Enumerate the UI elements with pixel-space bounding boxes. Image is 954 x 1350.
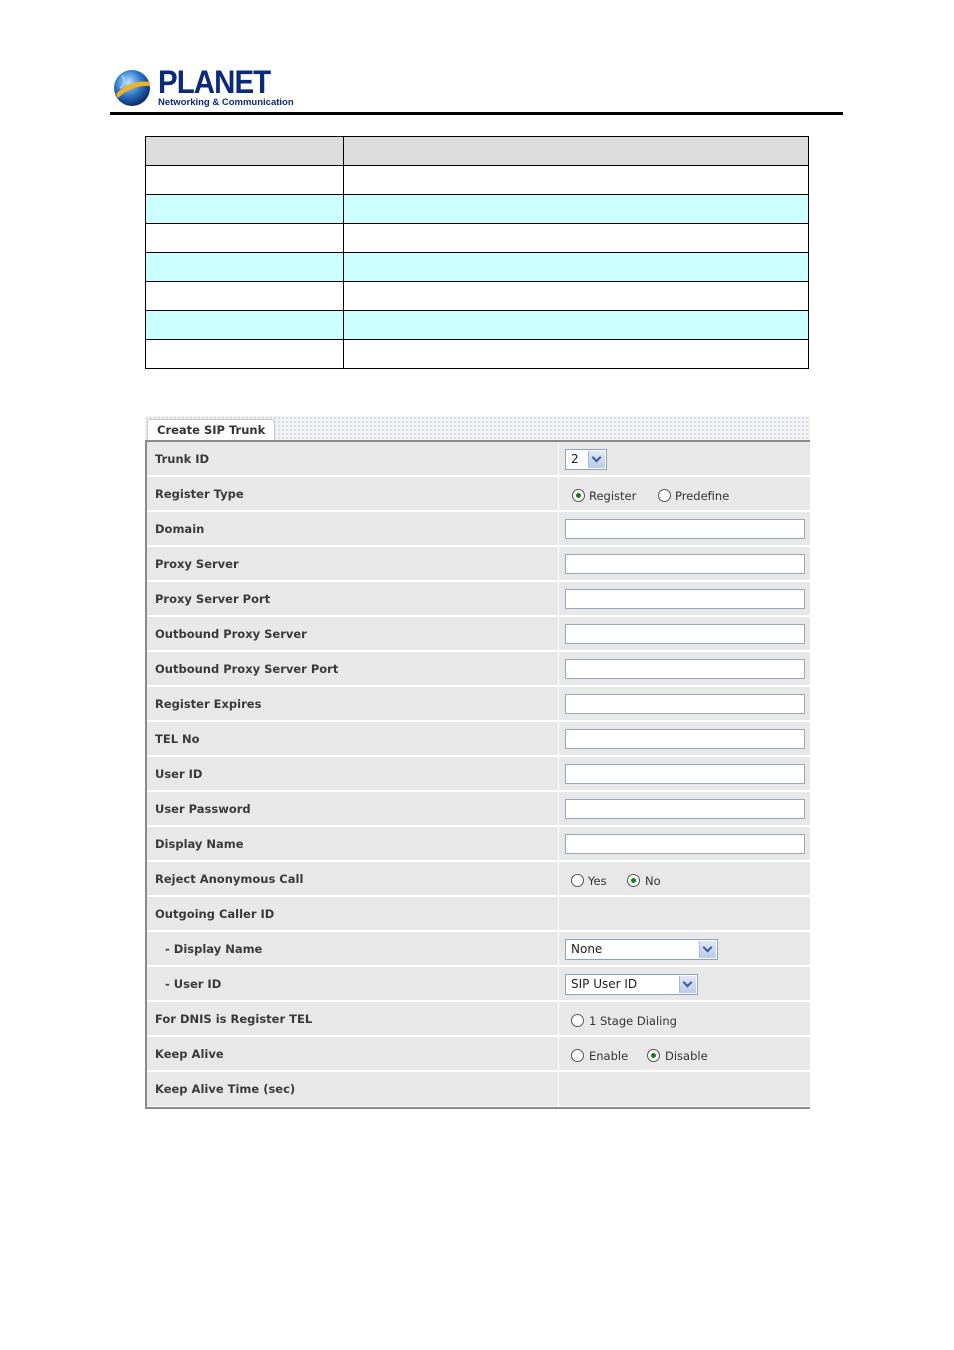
- tab-strip: [145, 416, 810, 441]
- keep-alive-time-label: Keep Alive Time (sec): [155, 1082, 296, 1096]
- chevron-down-icon[interactable]: [588, 451, 605, 468]
- stage-dialing-radio[interactable]: [571, 1014, 584, 1027]
- globe-icon: [112, 68, 152, 108]
- row-keep-alive-time: [147, 1072, 810, 1107]
- ocid-display-name-label: - Display Name: [165, 942, 263, 956]
- yes-radio[interactable]: [571, 874, 584, 887]
- table-cell: [344, 166, 809, 195]
- user-id-input[interactable]: [565, 764, 805, 784]
- chevron-down-icon[interactable]: [679, 976, 696, 993]
- row-display-name: [147, 827, 810, 861]
- predefine-radio-label[interactable]: Predefine: [675, 489, 730, 503]
- create-sip-trunk-panel: [145, 416, 810, 1110]
- row-domain: [147, 512, 810, 546]
- outbound-proxy-server-port-input[interactable]: [565, 659, 805, 679]
- outbound-proxy-server-label: Outbound Proxy Server: [155, 627, 307, 641]
- table-cell: [146, 282, 344, 311]
- proxy-server-label: Proxy Server: [155, 557, 239, 571]
- register-radio[interactable]: [572, 489, 585, 502]
- tel-no-label: TEL No: [155, 732, 200, 746]
- disable-radio[interactable]: [647, 1049, 660, 1062]
- row-user-password: [147, 792, 810, 826]
- row-proxy-server-port: [147, 582, 810, 616]
- row-tel-no: [147, 722, 810, 756]
- row-proxy-server: [147, 547, 810, 581]
- table-row: [146, 340, 809, 369]
- table-cell: [344, 195, 809, 224]
- table-cell: [146, 195, 344, 224]
- trunk-id-value: 2: [571, 452, 579, 466]
- no-radio[interactable]: [627, 874, 640, 887]
- table-row: [146, 282, 809, 311]
- table-cell: [344, 311, 809, 340]
- table-cell: [344, 224, 809, 253]
- outbound-proxy-server-input[interactable]: [565, 624, 805, 644]
- row-outbound-proxy-server: [147, 617, 810, 651]
- tel-no-input[interactable]: [565, 729, 805, 749]
- reject-anonymous-call-label: Reject Anonymous Call: [155, 872, 304, 886]
- row-dnis-register-tel: [147, 1002, 810, 1036]
- stage-dialing-label[interactable]: 1 Stage Dialing: [589, 1014, 677, 1028]
- table-cell: [344, 282, 809, 311]
- row-register-type: [147, 477, 810, 511]
- domain-label: Domain: [155, 522, 205, 536]
- table-cell: [146, 253, 344, 282]
- planet-logo: [112, 64, 294, 110]
- user-id-label: User ID: [155, 767, 203, 781]
- row-register-expires: [147, 687, 810, 721]
- user-password-label: User Password: [155, 802, 251, 816]
- enable-radio-label[interactable]: Enable: [589, 1049, 629, 1063]
- table-row: [146, 224, 809, 253]
- ocid-display-name-value: None: [571, 942, 603, 956]
- no-radio-label[interactable]: No: [645, 874, 661, 888]
- dnis-register-tel-label: For DNIS is Register TEL: [155, 1012, 313, 1026]
- table-cell: [344, 340, 809, 369]
- row-keep-alive: [147, 1037, 810, 1071]
- outbound-proxy-server-port-label: Outbound Proxy Server Port: [155, 662, 339, 676]
- trunk-id-select[interactable]: [565, 449, 607, 470]
- row-ocid-user-id: [147, 967, 810, 1001]
- row-outgoing-caller-id: [147, 897, 810, 931]
- proxy-server-port-input[interactable]: [565, 589, 805, 609]
- table-row: [146, 195, 809, 224]
- enable-radio[interactable]: [571, 1049, 584, 1062]
- row-ocid-display-name: [147, 932, 810, 966]
- row-user-id: [147, 757, 810, 791]
- brand-tagline: Networking & Communication: [158, 97, 294, 108]
- ocid-user-id-select[interactable]: [565, 974, 698, 995]
- yes-radio-label[interactable]: Yes: [588, 874, 607, 888]
- table-cell: [146, 166, 344, 195]
- display-name-label: Display Name: [155, 837, 244, 851]
- table-cell: [146, 340, 344, 369]
- outgoing-caller-id-label: Outgoing Caller ID: [155, 907, 275, 921]
- keep-alive-label: Keep Alive: [155, 1047, 224, 1061]
- register-expires-input[interactable]: [565, 694, 805, 714]
- table-cell: [146, 311, 344, 340]
- register-radio-label[interactable]: Register: [589, 489, 637, 503]
- table-cell: [146, 224, 344, 253]
- ocid-user-id-label: - User ID: [165, 977, 222, 991]
- ocid-display-name-select[interactable]: [565, 939, 718, 960]
- proxy-server-input[interactable]: [565, 554, 805, 574]
- table-cell: [146, 137, 344, 166]
- disable-radio-label[interactable]: Disable: [665, 1049, 708, 1063]
- row-trunk-id: [147, 442, 810, 476]
- trunk-id-label: Trunk ID: [155, 452, 210, 466]
- table-cell: [344, 137, 809, 166]
- display-name-input[interactable]: [565, 834, 805, 854]
- form-rows: [145, 442, 810, 1109]
- table-row: [146, 253, 809, 282]
- domain-input[interactable]: [565, 519, 805, 539]
- table-row: [146, 137, 809, 166]
- row-outbound-proxy-server-port: [147, 652, 810, 686]
- chevron-down-icon[interactable]: [699, 941, 716, 958]
- ocid-user-id-value: SIP User ID: [571, 977, 638, 991]
- table-row: [146, 311, 809, 340]
- brand-name: PLANET: [158, 64, 271, 100]
- user-password-input[interactable]: [565, 799, 805, 819]
- register-expires-label: Register Expires: [155, 697, 262, 711]
- proxy-server-port-label: Proxy Server Port: [155, 592, 271, 606]
- description-table: [145, 136, 809, 369]
- tab-create-sip-trunk[interactable]: Create SIP Trunk: [147, 419, 275, 441]
- header-divider: [110, 112, 843, 115]
- register-type-label: Register Type: [155, 487, 244, 501]
- predefine-radio[interactable]: [658, 489, 671, 502]
- row-reject-anonymous-call: [147, 862, 810, 896]
- table-row: [146, 166, 809, 195]
- table-cell: [344, 253, 809, 282]
